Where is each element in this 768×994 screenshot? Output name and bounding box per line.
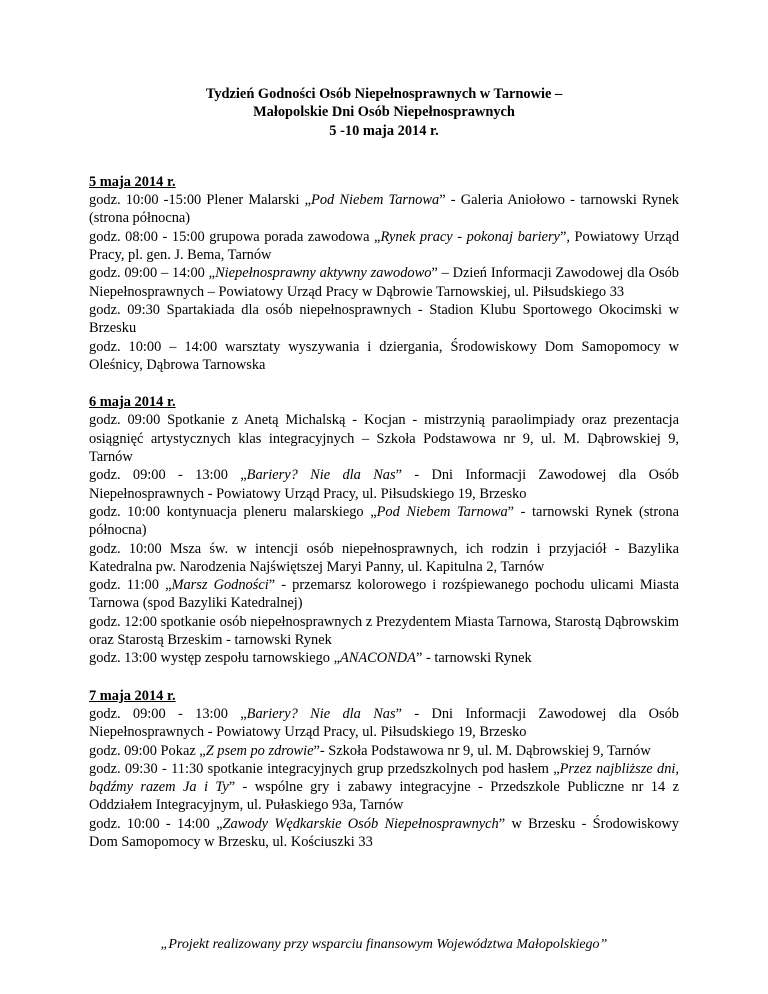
footer-note: „Projekt realizowany przy wsparciu finansowym Województwa Małopolskiego”	[160, 937, 608, 952]
event-title: Z psem po zdrowie	[205, 742, 314, 759]
entry-text: ”- Szkoła Podstawowa nr 9, ul. M. Dąbrowskiej 9, Tarnów	[313, 742, 651, 759]
schedule-entry	[89, 466, 679, 503]
entry-text: godz. 08:00 - 15:00 grupowa porada zawodowa „	[89, 228, 381, 245]
entry-text: godz. 10:00 -15:00 Plener Malarski „	[89, 192, 312, 209]
schedule-entry	[89, 228, 679, 265]
entry-text: ” - Dni Informacji Zawodowej dla Osób Niepełnosprawnych - Powiatowy Urząd Pracy, ul. Piłsudskiego 19, Brzesko	[89, 467, 680, 502]
title-line-2: Małopolskie Dni Osób Niepełnosprawnych	[253, 104, 515, 121]
schedule-entry	[89, 742, 679, 760]
entry-text: godz. 09:00 - 13:00 „	[89, 705, 247, 722]
entry-text: ” - tarnowski Rynek	[415, 650, 532, 667]
schedule-entry	[89, 613, 679, 650]
entry-text: ” - przemarsz kolorowego i rozśpiewanego pochodu ulicami Miasta Tarnowa (spod Bazyliki Katedralnej)	[89, 577, 679, 612]
day-date: 6 maja 2014 r.	[89, 394, 176, 411]
entry-text: godz. 09:30 Spartakiada dla osób niepełnosprawnych - Stadion Klubu Sportowego Okocimski w Brzesku	[89, 301, 679, 337]
entry-text: godz. 12:00 spotkanie osób niepełnosprawnych z Prezydentem Miasta Tarnowa, Starostą Dąbrowskim oraz Starostą Brzeskim - tarnowski Rynek	[89, 613, 679, 649]
event-title: Przez najbliższe dni, bądźmy razem Ja i Ty	[89, 760, 679, 796]
event-title: ANACONDA	[340, 650, 416, 667]
entry-text: godz. 09:00 – 14:00 „	[89, 265, 216, 282]
schedule-entry	[89, 191, 679, 228]
day-section	[89, 173, 679, 374]
entry-text: godz. 09:00 Spotkanie z Anetą Michalską - Kocjan - mistrzynią paraolimpiady oraz prezentacja osiągnięć artystycznych klas integracyjnych – Szkoła Podstawowa nr 9, ul. M. Dąbrowskiej 9, Tarnów	[89, 412, 679, 466]
entry-text: ” - Galeria Aniołowo - tarnowski Rynek (strona północna)	[89, 192, 680, 227]
day-section	[89, 393, 679, 667]
entry-text: godz. 13:00 występ zespołu tarnowskiego „	[89, 650, 340, 667]
entry-text: godz. 10:00 Msza św. w intencji osób niepełnosprawnych, ich rodzin i przyjaciół - Bazylika Katedralna pw. Narodzenia Najświętszej Maryi Panny, ul. Kapitulna 2, Tarnów	[89, 540, 679, 575]
schedule-entry	[89, 301, 679, 338]
schedule-entry	[89, 815, 679, 852]
schedule	[89, 173, 679, 851]
document-page	[89, 85, 679, 870]
event-title: Marsz Godności	[171, 577, 269, 594]
schedule-entry	[89, 338, 679, 375]
entry-text: ” w Brzesku - Środowiskowy Dom Samopomocy w Brzesku, ul. Kościuszki 33	[89, 815, 680, 850]
event-title: Rynek pracy - pokonaj bariery	[380, 228, 560, 245]
schedule-entry	[89, 411, 679, 466]
entry-text: godz. 10:00 - 14:00 „	[89, 815, 223, 832]
schedule-entry	[89, 649, 679, 667]
event-title: Zawody Wędkarskie Osób Niepełnosprawnych	[222, 815, 499, 832]
entry-text: godz. 09:00 Pokaz „	[89, 742, 206, 759]
event-title: Pod Niebem Tarnowa	[376, 503, 508, 520]
day-section	[89, 687, 679, 852]
event-title: Pod Niebem Tarnowa	[311, 192, 440, 209]
entry-text: godz. 10:00 kontynuacja pleneru malarskiego „	[89, 503, 377, 520]
event-title: Bariery? Nie dla Nas	[246, 705, 396, 722]
entry-text: godz. 09:30 - 11:30 spotkanie integracyjnych grup przedszkolnych pod hasłem „	[89, 760, 560, 777]
entry-text: ” – Dzień Informacji Zawodowej dla Osób Niepełnosprawnych – Powiatowy Urząd Pracy w Dąbrowie Tarnowskiej, ul. Piłsudskiego 33	[89, 265, 679, 300]
event-title: Niepełnosprawny aktywny zawodowo	[215, 265, 432, 282]
event-title: Bariery? Nie dla Nas	[246, 467, 396, 484]
day-date: 7 maja 2014 r.	[89, 687, 176, 704]
title-line-3: 5 -10 maja 2014 r.	[329, 122, 439, 139]
entry-text: ” - tarnowski Rynek (strona północna)	[89, 503, 679, 539]
entry-text: godz. 09:00 - 13:00 „	[89, 467, 247, 484]
schedule-entry	[89, 576, 679, 613]
schedule-entry	[89, 503, 679, 540]
entry-text: ” - Dni Informacji Zawodowej dla Osób Niepełnosprawnych - Powiatowy Urząd Pracy, ul. Piłsudskiego 19, Brzesko	[89, 705, 680, 741]
entry-text: ” - wspólne gry i zabawy integracyjne - Przedszkole Publiczne nr 14 z Oddziałem Integracyjnym, ul. Pułaskiego 93a, Tarnów	[89, 779, 679, 814]
entry-text: godz. 10:00 – 14:00 warsztaty wyszywania i dziergania, Środowiskowy Dom Samopomocy w Oleśnicy, Dąbrowa Tarnowska	[89, 338, 679, 373]
schedule-entry	[89, 264, 679, 301]
entry-text: godz. 11:00 „	[89, 577, 172, 594]
schedule-entry	[89, 540, 679, 577]
title-line-1: Tydzień Godności Osób Niepełnosprawnych w Tarnowie –	[205, 86, 563, 102]
entry-text: ”, Powiatowy Urząd Pracy, pl. gen. J. Bema, Tarnów	[89, 228, 680, 264]
schedule-entry	[89, 760, 679, 815]
schedule-entry	[89, 705, 679, 742]
day-date: 5 maja 2014 r.	[89, 173, 176, 190]
document-title	[89, 85, 679, 140]
